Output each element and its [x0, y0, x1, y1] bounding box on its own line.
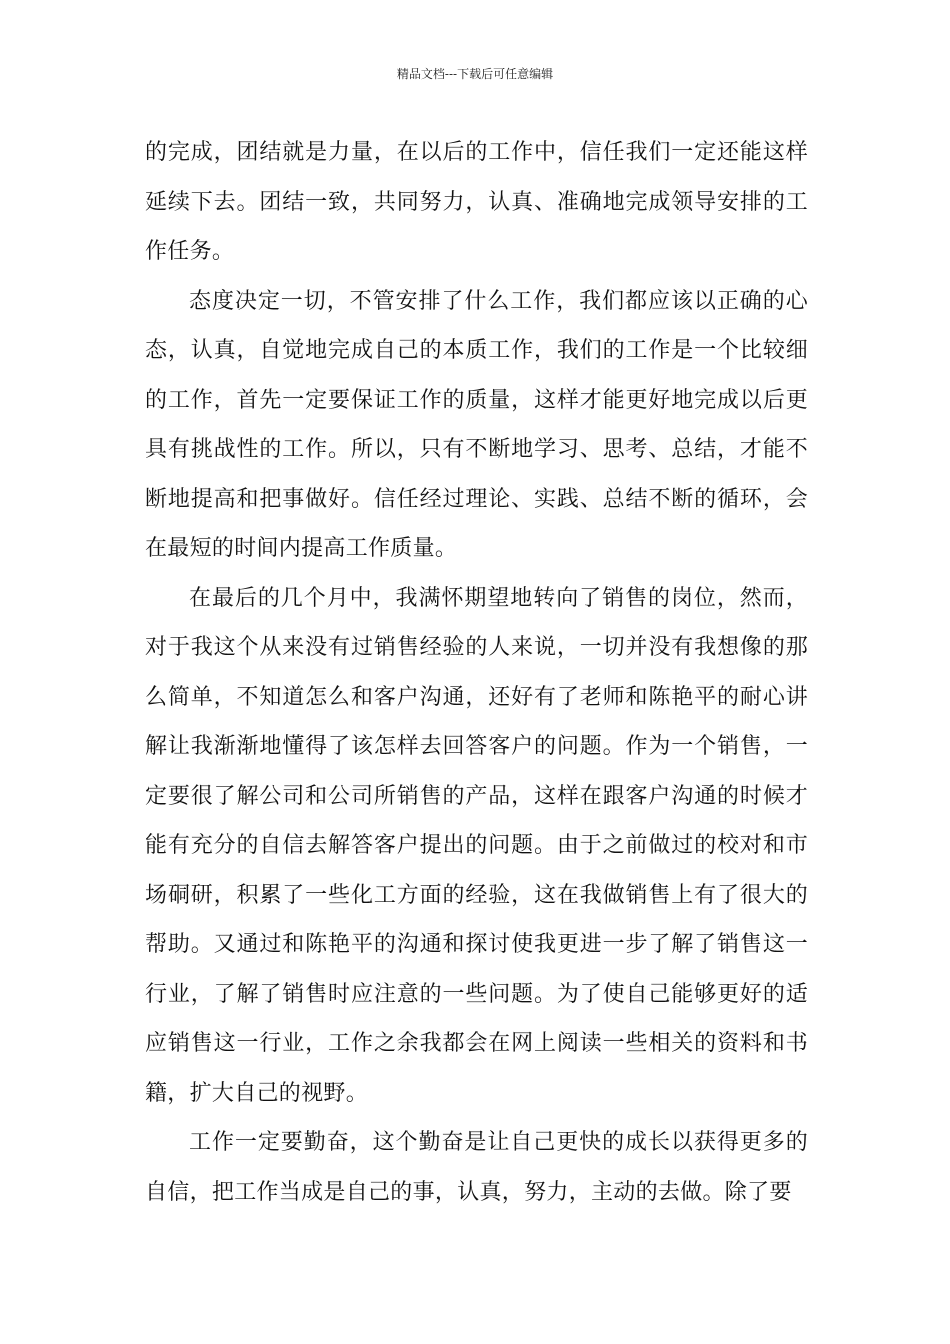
- paragraph-continuation: 的完成，团结就是力量，在以后的工作中，信任我们一定还能这样延续下去。团结一致，共同努力，认真、准确地完成领导安排的工作任务。: [145, 140, 808, 264]
- paragraph-diligence: 工作一定要勤奋，这个勤奋是让自己更快的成长以获得更多的自信，把工作当成是自己的事，认真，努力，主动的去做。除了要: [145, 1130, 808, 1205]
- page-header: 精品文档---下载后可任意编辑: [396, 67, 554, 81]
- paragraph-attitude: 态度决定一切，不管安排了什么工作，我们都应该以正确的心态，认真，自觉地完成自己的本质工作，我们的工作是一个比较细的工作，首先一定要保证工作的质量，这样才能更好地完成以后更具有挑战性的工作。所以，只有不断地学习、思考、总结，才能不断地提高和把事做好。信任经过理论、实践、总结不断的循环，会在最短的时间内提高工作质量。: [145, 288, 808, 561]
- paragraph-sales: 在最后的几个月中，我满怀期望地转向了销售的岗位，然而，对于我这个从来没有过销售经验的人来说，一切并没有我想像的那么简单，不知道怎么和客户沟通，还好有了老师和陈艳平的耐心讲解让我渐渐地懂得了该怎样去回答客户的问题。作为一个销售，一定要很了解公司和公司所销售的产品，这样在跟客户沟通的时候才能有充分的自信去解答客户提出的问题。由于之前做过的校对和市场硐研，积累了一些化工方面的经验，这在我做销售上有了很大的帮助。又通过和陈艳平的沟通和探讨使我更进一步了解了销售这一行业，了解了销售时应注意的一些问题。为了使自己能够更好的适应销售这一行业，工作之余我都会在网上阅读一些相关的资料和书籍，扩大自己的视野。: [145, 585, 808, 1106]
- document-body: [145, 128, 808, 1217]
